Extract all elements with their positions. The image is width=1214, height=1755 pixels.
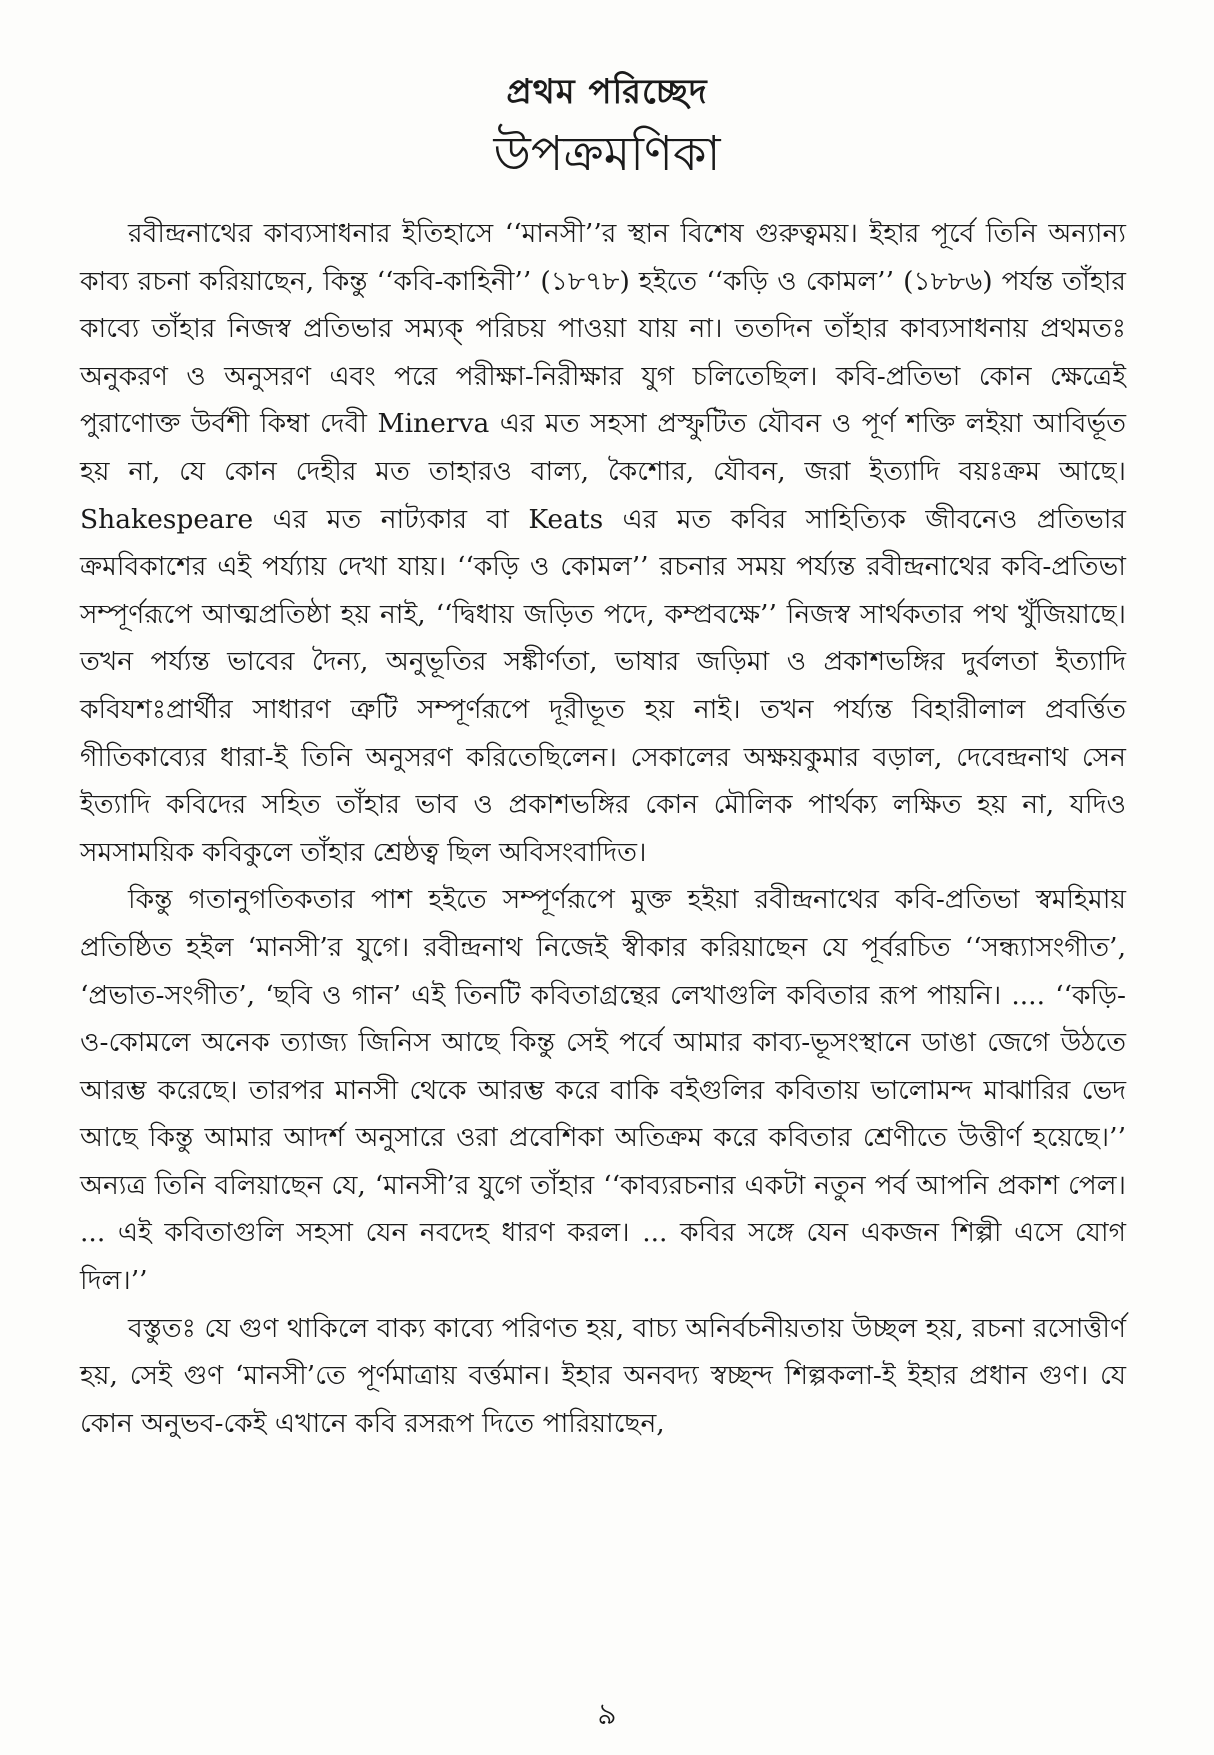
paragraph-2: কিন্তু গতানুগতিকতার পাশ হইতে সম্পূর্ণরূপে মুক্ত হইয়া রবীন্দ্রনাথের কবি-প্রতিভা স্বমহিমায় প্রতিষ্ঠিত হইল ‘মানসী’র যুগে। রবীন্দ্রনাথ নিজেই স্বীকার করিয়াছেন যে পূর্বরচিত ‘‘সন্ধ্যাসংগীত’, ‘প্রভাত-সংগীত’, ‘ছবি ও গান’ এই তিনটি কবিতাগ্রন্থের লেখাগুলি কবিতার রূপ পায়নি। .... ‘‘কড়ি-ও-কোমলে অনেক ত্যাজ্য জিনিস আছে কিন্তু সেই পর্বে আমার কাব্য-ভূসংস্থানে ডাঙা জেগে উঠতে আরম্ভ করেছে। তারপর মানসী থেকে আরম্ভ করে বাকি বইগুলির কবিতায় ভালোমন্দ মাঝারির ভেদ আছে কিন্তু আমার আদর্শ অনুসারে ওরা প্রবেশিকা অতিক্রম করে কবিতার শ্রেণীতে উত্তীর্ণ হয়েছে।’’ অন্যত্র তিনি বলিয়াছেন যে, ‘মানসী’র যুগে তাঁহার ‘‘কাব্যরচনার একটা নতুন পর্ব আপনি প্রকাশ পেল। ... এই কবিতাগুলি সহসা যেন নবদেহ ধারণ করল। ... কবির সঙ্গে যেন একজন শিল্পী এসে যোগ দিল।’’ — [80, 884, 1126, 1297]
paragraph-1: রবীন্দ্রনাথের কাব্যসাধনার ইতিহাসে ‘‘মানসী’’র স্থান বিশেষ গুরুত্বময়। ইহার পূর্বে তিনি অন্যান্য কাব্য রচনা করিয়াছেন, কিন্তু ‘‘কবি-কাহিনী’’ (১৮৭৮) হইতে ‘‘কড়ি ও কোমল’’ (১৮৮৬) পর্যন্ত তাঁহার কাব্যে তাঁহার নিজস্ব প্রতিভার সম্যক্ পরিচয় পাওয়া যায় না। ততদিন তাঁহার কাব্যসাধনায় প্রথমতঃ অনুকরণ ও অনুসরণ এবং পরে পরীক্ষা-নিরীক্ষার যুগ চলিতেছিল। কবি-প্রতিভা কোন ক্ষেত্রেই পুরাণোক্ত উর্বশী কিম্বা দেবী Minerva এর মত সহসা প্রস্ফুটিত যৌবন ও পূর্ণ শক্তি লইয়া আবির্ভূত হয় না, যে কোন দেহীর মত তাহারও বাল্য, কৈশোর, যৌবন, জরা ইত্যাদি বয়ঃক্রম আছে। Shakespeare এর মত নাট্যকার বা Keats এর মত কবির সাহিত্যিক জীবনেও প্রতিভার ক্রমবিকাশের এই পর্য্যায় দেখা যায়। ‘‘কড়ি ও কোমল’’ রচনার সময় পর্য্যন্ত রবীন্দ্রনাথের কবি-প্রতিভা সম্পূর্ণরূপে আত্মপ্রতিষ্ঠা হয় নাই, ‘‘দ্বিধায় জড়িত পদে, কম্প্রবক্ষে’’ নিজস্ব সার্থকতার পথ খুঁজিয়াছে। তখন পর্য্যন্ত ভাবের দৈন্য, অনুভূতির সঙ্কীর্ণতা, ভাষার জড়িমা ও প্রকাশভঙ্গির দুর্বলতা ইত্যাদি কবিযশঃপ্রার্থীর সাধারণ ত্রুটি সম্পূর্ণরূপে দূরীভূত হয় নাই। তখন পর্য্যন্ত বিহারীলাল প্রবর্ত্তিত গীতিকাব্যের ধারা-ই তিনি অনুসরণ করিতেছিলেন। সেকালের অক্ষয়কুমার বড়াল, দেবেন্দ্রনাথ সেন ইত্যাদি কবিদের সহিত তাঁহার ভাব ও প্রকাশভঙ্গির কোন মৌলিক পার্থক্য লক্ষিত হয় না, যদিও সমসাময়িক কবিকুলে তাঁহার শ্রেষ্ঠত্ব ছিল অবিসংবাদিত। — [80, 218, 1126, 868]
chapter-heading: প্রথম পরিচ্ছেদ — [506, 72, 708, 112]
paragraph-3: বস্তুতঃ যে গুণ থাকিলে বাক্য কাব্যে পরিণত হয়, বাচ্য অনির্বচনীয়তায় উচ্ছল হয়, রচনা রসোত্তীর্ণ হয়, সেই গুণ ‘মানসী’তে পূর্ণমাত্রায় বর্ত্তমান। ইহার অনবদ্য স্বচ্ছন্দ শিল্পকলা-ই ইহার প্রধান গুণ। যে কোন অনুভব-কেই এখানে কবি রসরূপ দিতে পারিয়াছেন, — [80, 1312, 1126, 1439]
page-number: ৯ — [597, 1697, 617, 1732]
page-title: উপক্রমণিকা — [493, 126, 721, 182]
body-text — [80, 210, 1126, 1447]
